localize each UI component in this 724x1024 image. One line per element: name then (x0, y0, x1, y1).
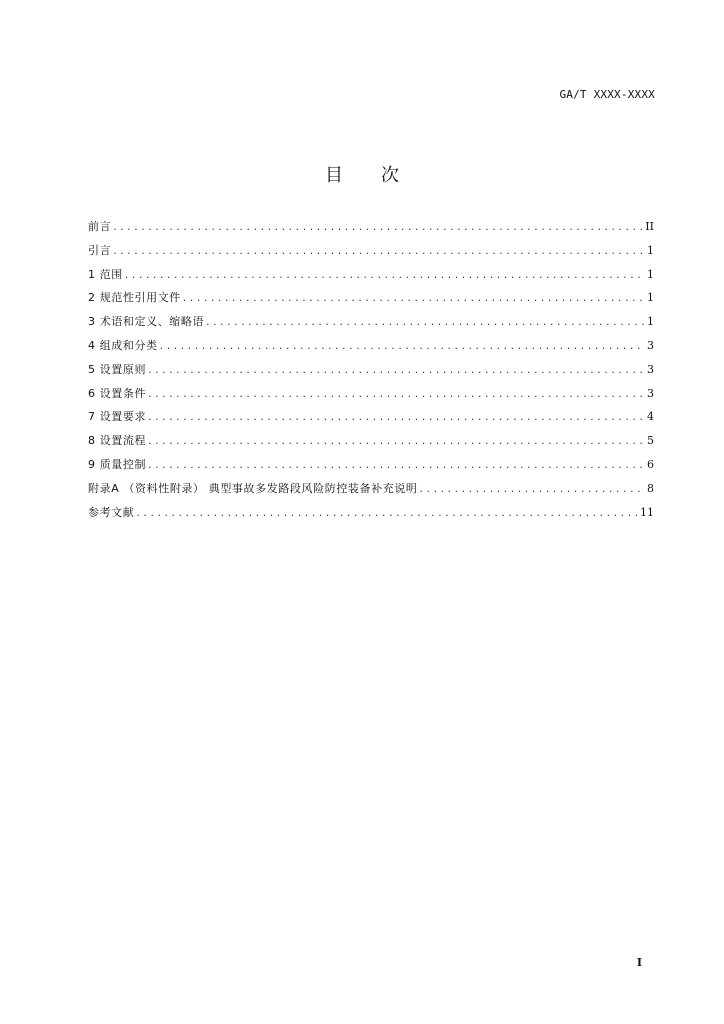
toc-dot-leader (112, 220, 642, 236)
toc-entry-label: 8 设置流程 (88, 434, 147, 448)
toc-entry-label: 3 术语和定义、缩略语 (88, 315, 205, 329)
toc-entry-label: 4 组成和分类 (88, 338, 158, 352)
toc-entry-setup-conditions[interactable] (88, 386, 654, 410)
toc-entry-page: 1 (647, 243, 654, 257)
toc-entry-label: 9 质量控制 (88, 457, 147, 471)
toc-entry-page: 3 (647, 386, 654, 400)
toc-entry-scope[interactable] (88, 267, 654, 291)
toc-entry-introduction[interactable] (88, 243, 654, 267)
toc-dot-leader (135, 506, 637, 522)
toc-entry-label: 7 设置要求 (88, 410, 147, 424)
toc-dot-leader (159, 339, 644, 355)
toc-entry-setup-principles[interactable] (88, 362, 654, 386)
toc-dot-leader (124, 268, 644, 284)
toc-dot-leader (147, 387, 644, 403)
toc-entry-quality-control[interactable] (88, 457, 654, 481)
toc-entry-page: 8 (647, 481, 654, 495)
toc-dot-leader (182, 291, 644, 307)
toc-entry-label: 2 规范性引用文件 (88, 291, 181, 305)
toc-entry-label: 5 设置原则 (88, 362, 147, 376)
toc-entry-setup-requirements[interactable] (88, 409, 654, 433)
toc-entry-label: 1 范围 (88, 267, 123, 281)
toc-entry-label: 附录A （资料性附录） 典型事故多发路段风险防控装备补充说明 (88, 481, 418, 495)
toc-entry-page: 1 (647, 267, 654, 281)
toc-dot-leader (147, 363, 644, 379)
toc-entry-page: II (645, 220, 654, 233)
toc-entry-label: 6 设置条件 (88, 386, 147, 400)
toc-entry-setup-process[interactable] (88, 433, 654, 457)
toc-entry-page: 4 (647, 410, 654, 424)
toc-entry-page: 6 (647, 457, 654, 471)
page-number: I (636, 956, 642, 969)
toc-entry-label: 参考文献 (88, 505, 135, 519)
toc-dot-leader (147, 410, 644, 426)
toc-entry-composition-classification[interactable] (88, 338, 654, 362)
toc-entry-page: 1 (647, 291, 654, 305)
toc-entry-page: 5 (647, 434, 654, 448)
toc-dot-leader (147, 434, 644, 450)
toc-list (88, 219, 654, 528)
toc-title-char-2: 次 (381, 165, 399, 186)
toc-entry-page: 3 (647, 338, 654, 352)
toc-entry-page: 1 (647, 315, 654, 329)
toc-entry-bibliography[interactable] (88, 505, 654, 529)
toc-entry-label: 前言 (88, 220, 112, 233)
toc-title (0, 161, 724, 187)
toc-entry-normative-references[interactable] (88, 290, 654, 314)
toc-dot-leader (419, 482, 644, 498)
toc-entry-page: 3 (647, 362, 654, 376)
toc-entry-page: 11 (640, 505, 654, 519)
toc-dot-leader (205, 315, 644, 331)
toc-entry-foreword[interactable] (88, 219, 654, 243)
toc-entry-terms-definitions[interactable] (88, 314, 654, 338)
toc-entry-appendix-a[interactable] (88, 481, 654, 505)
toc-title-char-1: 目 (325, 165, 343, 186)
toc-entry-label: 引言 (88, 243, 112, 257)
toc-dot-leader (147, 458, 644, 474)
toc-dot-leader (112, 244, 644, 260)
document-code: GA/T XXXX-XXXX (559, 88, 655, 101)
